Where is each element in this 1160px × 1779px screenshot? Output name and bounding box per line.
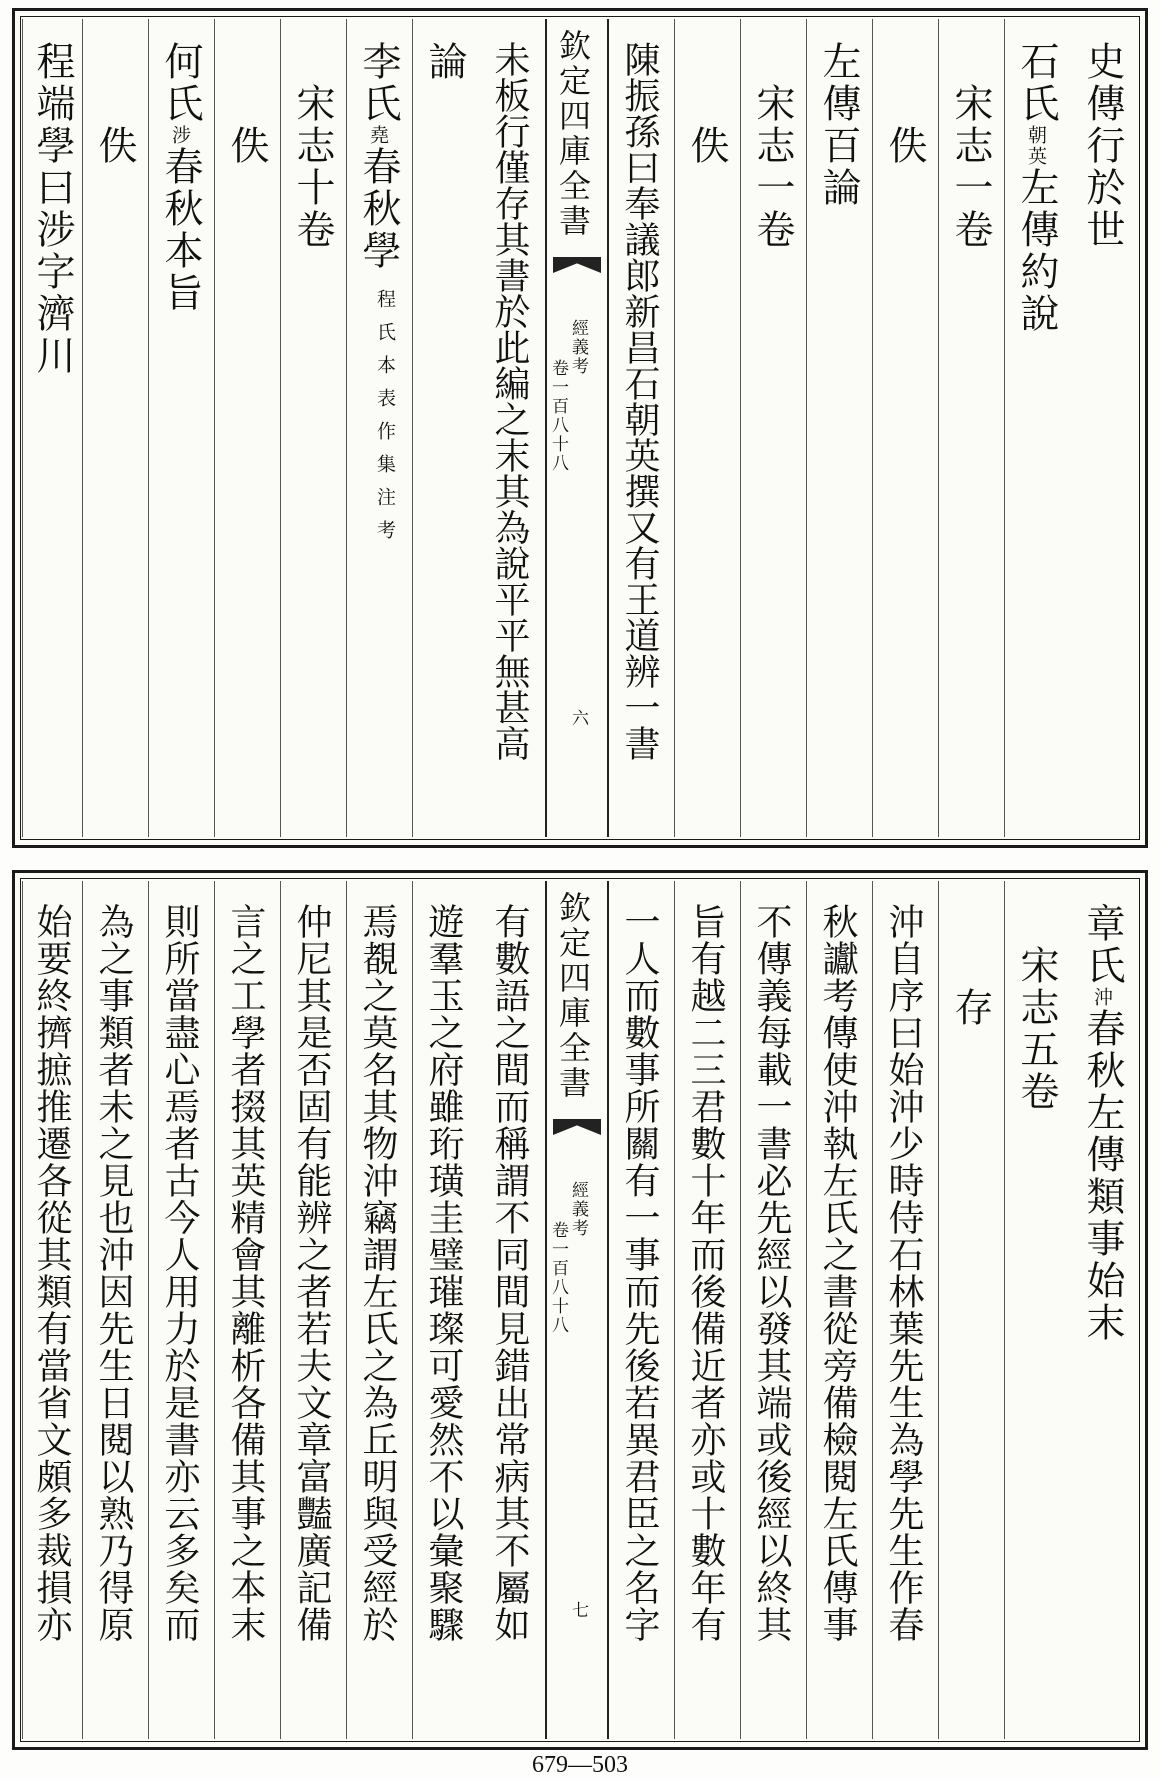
column [608,881,675,1739]
text-column: 章氏沖春秋左傳類事始末 [1080,903,1125,1344]
column [872,19,939,837]
column [148,19,215,837]
text-column: 未板行僅存其書於此編之末其為說平平無甚高 [489,41,530,761]
column [214,881,281,1739]
column [674,881,741,1739]
text-column: 秋讞考傳使沖執左氏之書從旁備檢閱左氏傳事 [817,903,858,1643]
text-column: 焉覩之莫名其物沖竊謂左氏之為丘明與受經於 [357,903,398,1643]
column [22,881,83,1739]
volume-number: 卷一百八十八 [548,1221,568,1335]
text-column: 宋志十卷 [290,41,335,251]
text-column: 佚 [224,41,269,167]
text-column: 宋志一卷 [750,41,795,251]
text-column: 石氏朝英左傳約說 [1014,41,1059,335]
column [872,881,939,1739]
column [280,19,347,837]
column [412,19,479,837]
center-fold [545,19,609,837]
text-column: 李氏堯春秋學 [356,41,401,272]
column [740,881,807,1739]
text-column: 宋志一卷 [948,41,993,251]
page-reference: 679—503 [532,1752,628,1778]
text-column: 始要終擠摭推遷各從其類有當省文頗多裁損亦 [31,903,72,1643]
column [1004,881,1071,1739]
lower-page [12,870,1148,1750]
book-title: 欽定四庫全書 [554,29,592,239]
book-name: 經義考 [568,1181,588,1238]
column [280,881,347,1739]
text-column: 陳振孫曰奉議郎新昌石朝英撰又有王道辨一書 [619,41,660,761]
column [412,881,479,1739]
text-column: 有數語之間而稱謂不同間見錯出常病其不屬如 [489,903,530,1643]
page-number: 六 [568,709,588,728]
column [148,881,215,1739]
text-column: 為之事類者未之見也沖因先生日閱以熟乃得原 [93,903,134,1643]
column [479,19,545,837]
text-column: 佚 [882,41,927,167]
page-number: 七 [568,1601,588,1620]
column [806,881,873,1739]
column [1004,19,1071,837]
column [82,19,149,837]
annotation: 程氏本表作集注考 [374,289,396,553]
center-fold [545,881,609,1739]
text-column: 旨有越二三君數十年而後備近者亦或十數年有 [685,903,726,1643]
upper-page [12,8,1148,848]
book-name: 經義考 [568,319,588,376]
volume-number: 卷一百八十八 [548,359,568,473]
column [1071,19,1137,837]
text-column: 何氏涉春秋本旨 [158,41,203,314]
text-column: 不傳義每載一書必先經以發其端或後經以終其 [751,903,792,1643]
column [674,19,741,837]
column [938,19,1005,837]
text-column: 則所當盡心焉者古今人用力於是書亦云多矣而 [159,903,200,1643]
column [22,19,83,837]
text-column: 遊羣玉之府雖珩璜圭璧璀璨可愛然不以彙聚驟 [423,903,464,1643]
text-column: 佚 [684,41,729,167]
text-column: 仲尼其是否固有能辨之者若夫文章富豔廣記備 [291,903,332,1643]
column [346,881,413,1739]
text-column: 一人而數事所關有一事而先後若異君臣之名字 [619,903,660,1643]
text-column: 存 [948,903,993,1029]
column [479,881,545,1739]
text-column: 程端學曰涉字濟川 [30,41,75,377]
text-column: 言之工學者掇其英精會其離析各備其事之本末 [225,903,266,1643]
column [82,881,149,1739]
text-column: 左傳百論 [816,41,861,209]
text-column: 史傳行於世 [1080,41,1125,251]
column [740,19,807,837]
column [608,19,675,837]
column [1071,881,1137,1739]
text-column: 宋志五卷 [1014,903,1059,1113]
fishtail-mark [553,1119,601,1135]
text-column: 佚 [92,41,137,167]
book-title: 欽定四庫全書 [554,891,592,1101]
column [214,19,281,837]
column [938,881,1005,1739]
text-column: 論 [422,41,467,83]
fishtail-mark [553,257,601,273]
column [346,19,413,837]
text-column: 沖自序曰始沖少時侍石林葉先生為學先生作春 [883,903,924,1643]
column [806,19,873,837]
